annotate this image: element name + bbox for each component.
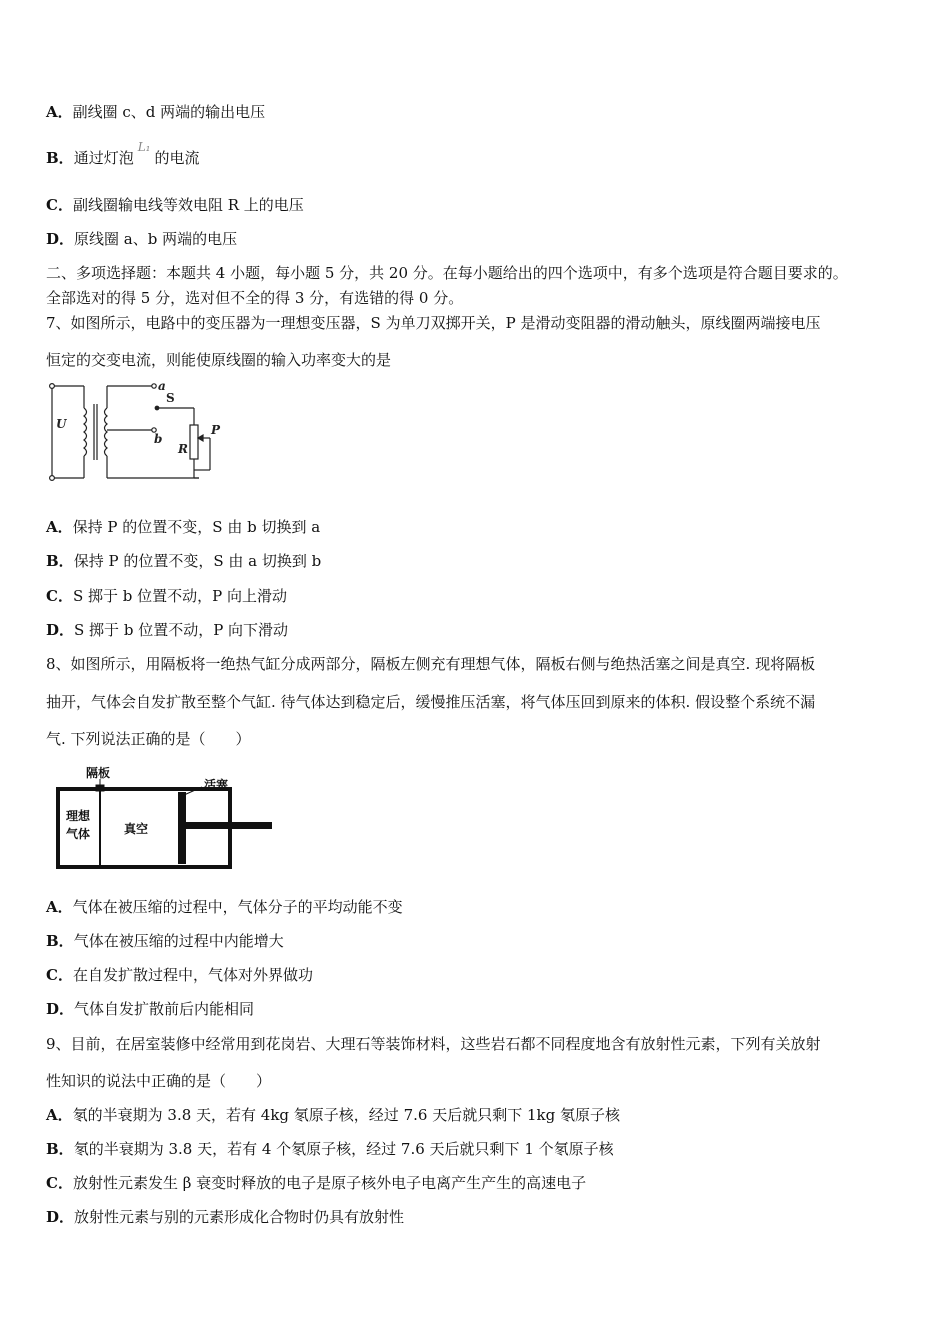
q6-option-b: B．通过灯泡$^{L_1}$的电流	[46, 140, 200, 167]
section-heading-line2: 全部选对的得 5 分，选对但不全的得 3 分，有选错的得 0 分。	[46, 289, 464, 307]
label-S: S	[166, 391, 175, 405]
q7-option-d: D．S 掷于 b 位置不动，P 向下滑动	[46, 621, 289, 639]
q6-option-a: A．副线圈 c、d 两端的输出电压	[46, 103, 266, 121]
q9-stem-line1: 9、目前，在居室装修中经常用到花岗岩、大理石等装饰材料，这些岩石都不同程度地含有放射性元素，下列有关放射	[46, 1035, 821, 1053]
label-b: b	[154, 432, 163, 446]
q7-option-a: A．保持 P 的位置不变，S 由 b 切换到 a	[46, 518, 321, 536]
label-a: a	[158, 380, 166, 393]
q9-option-c: C．放射性元素发生 β 衰变时释放的电子是原子核外电子电离产生产生的高速电子	[46, 1174, 587, 1192]
q7-option-c: C．S 掷于 b 位置不动，P 向上滑动	[46, 587, 287, 605]
q9-option-d: D．放射性元素与别的元素形成化合物时仍具有放射性	[46, 1208, 405, 1226]
q7-option-b: B．保持 P 的位置不变，S 由 a 切换到 b	[46, 552, 322, 570]
q8-stem-line1: 8、如图所示，用隔板将一绝热气缸分成两部分，隔板左侧充有理想气体，隔板右侧与绝热活塞之间是真空. 现将隔板	[46, 655, 816, 673]
q6-option-d: D．原线圈 a、b 两端的电压	[46, 230, 238, 248]
lamp-symbol: L₁	[137, 140, 151, 154]
q8-option-a: A．气体在被压缩的过程中，气体分子的平均动能不变	[46, 898, 403, 916]
q7-stem-line1: 7、如图所示，电路中的变压器为一理想变压器，S 为单刀双掷开关，P 是滑动变阻器的滑动触头，原线圈两端接电压	[46, 314, 821, 332]
q7-stem-line2: 恒定的交变电流，则能使原线圈的输入功率变大的是	[46, 351, 392, 369]
label-gas-line2: 气体	[66, 827, 91, 841]
q8-stem-line3: 气. 下列说法正确的是（ ）	[46, 730, 251, 748]
q8-option-d: D．气体自发扩散前后内能相同	[46, 1000, 255, 1018]
label-gas-line1: 理想	[66, 809, 91, 823]
gas-cylinder-figure	[52, 765, 277, 875]
q6-option-c: C．副线圈输电线等效电阻 R 上的电压	[46, 196, 304, 214]
label-U: U	[56, 417, 67, 431]
q9-option-a: A．氡的半衰期为 3.8 天，若有 4kg 氡原子核，经过 7.6 天后就只剩下 1kg 氡原子核	[46, 1106, 620, 1124]
transformer-circuit-figure	[44, 380, 234, 485]
section-heading-line1: 二、多项选择题：本题共 4 小题，每小题 5 分，共 20 分。在每小题给出的四个选项中，有多个选项是符合题目要求的。	[46, 264, 848, 282]
label-vacuum: 真空	[124, 822, 149, 836]
label-P: P	[211, 423, 221, 437]
q9-stem-line2: 性知识的说法中正确的是（ ）	[46, 1072, 272, 1090]
q8-option-c: C．在自发扩散过程中，气体对外界做功	[46, 966, 313, 984]
q9-option-b: B．氡的半衰期为 3.8 天，若有 4 个氡原子核，经过 7.6 天后就只剩下 1 个氡原子核	[46, 1140, 614, 1158]
label-R: R	[178, 442, 188, 456]
label-partition: 隔板	[86, 766, 111, 780]
q8-stem-line2: 抽开，气体会自发扩散至整个气缸. 待气体达到稳定后，缓慢推压活塞，将气体压回到原来的体积. 假设整个系统不漏	[46, 693, 816, 711]
label-piston: 活塞	[204, 778, 229, 792]
q8-option-b: B．气体在被压缩的过程中内能增大	[46, 932, 284, 950]
